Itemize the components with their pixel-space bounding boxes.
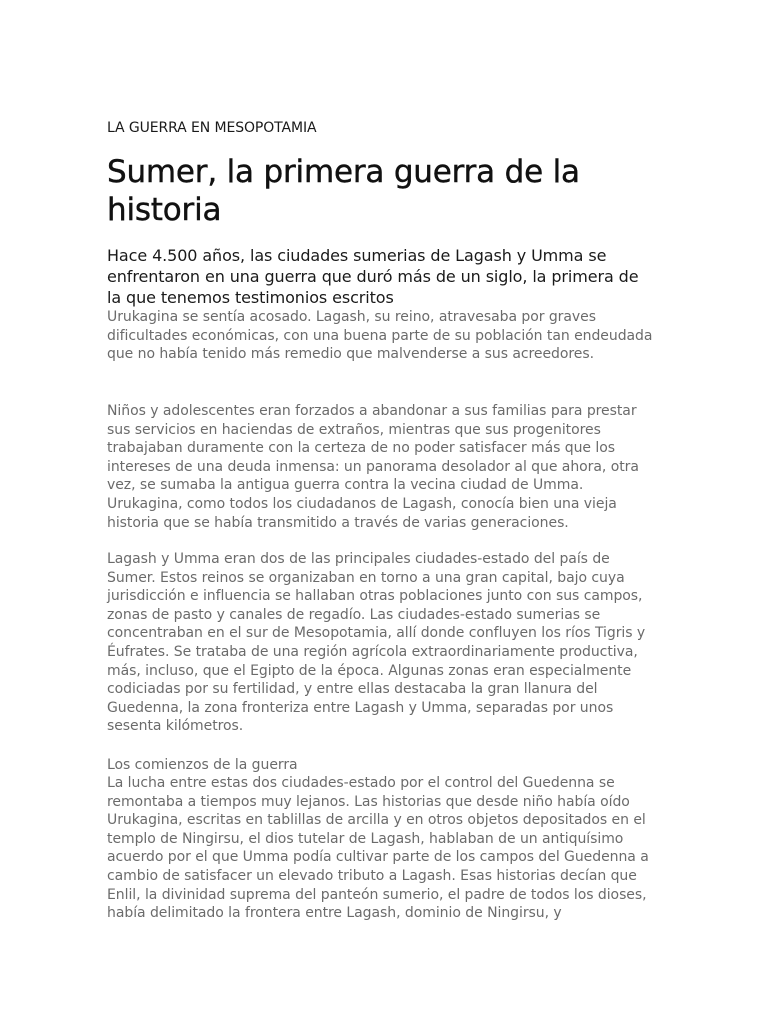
article-paragraph-4: La lucha entre estas dos ciudades-estado por el control del Guedenna se remontaba a tiempos muy lejanos. Las historias que desde niño había oído Urukagina, escritas en tablillas de arcilla y en otros objetos depositados en el templo de Ningirsu, el dios tutelar de Lagash, hablaban de un antiquísimo acuerdo por el que Umma podía cultivar parte de los campos del Guedenna a cambio de satisfacer un elevado tributo a Lagash. Esas historias decían que Enlil, la divinidad suprema del panteón sumerio, el padre de todos los dioses, había delimitado la frontera entre Lagash, dominio de Ningirsu, y [107,775,649,922]
article-paragraph-1: Urukagina se sentía acosado. Lagash, su reino, atravesaba por graves dificultades económicas, con una buena parte de su población tan endeudada que no había tenido más remedio que malvenderse a sus acreedores. [107,309,653,363]
section-subheading: Los comienzos de la guerra [107,757,298,773]
article-kicker: LA GUERRA EN MESOPOTAMIA [107,120,317,136]
article-paragraph-2: Niños y adolescentes eran forzados a abandonar a sus familias para prestar sus servicios en haciendas de extraños, mientras que sus progenitores trabajaban duramente con la certeza de no poder satisfacer más que los intereses de una deuda inmensa: un panorama desolador al que ahora, otra vez, se sumaba la antigua guerra contra la vecina ciudad de Umma. Urukagina, como todos los ciudadanos de Lagash, conocía bien una vieja historia que se había transmitido a través de varias generaciones. [107,403,639,531]
article-lead: Hace 4.500 años, las ciudades sumerias de Lagash y Umma se enfrentaron en una guerra que duró más de un siglo, la primera de la que tenemos testimonios escritos [107,246,639,307]
article-paragraph-3: Lagash y Umma eran dos de las principales ciudades-estado del país de Sumer. Estos reinos se organizaban en torno a una gran capital, bajo cuya jurisdicción e influencia se hallaban otras poblaciones junto con sus campos, zonas de pasto y canales de regadío. Las ciudades-estado sumerias se concentraban en el sur de Mesopotamia, allí donde confluyen los ríos Tigris y Éufrates. Se trataba de una región agrícola extraordinariamente productiva, más, incluso, que el Egipto de la época. Algunas zonas eran especialmente codiciadas por su fertilidad, y entre ellas destacaba la gran llanura del Guedenna, la zona fronteriza entre Lagash y Umma, separadas por unos sesenta kilómetros. [107,551,646,735]
article-title: Sumer, la primera guerra de la historia [107,154,580,228]
